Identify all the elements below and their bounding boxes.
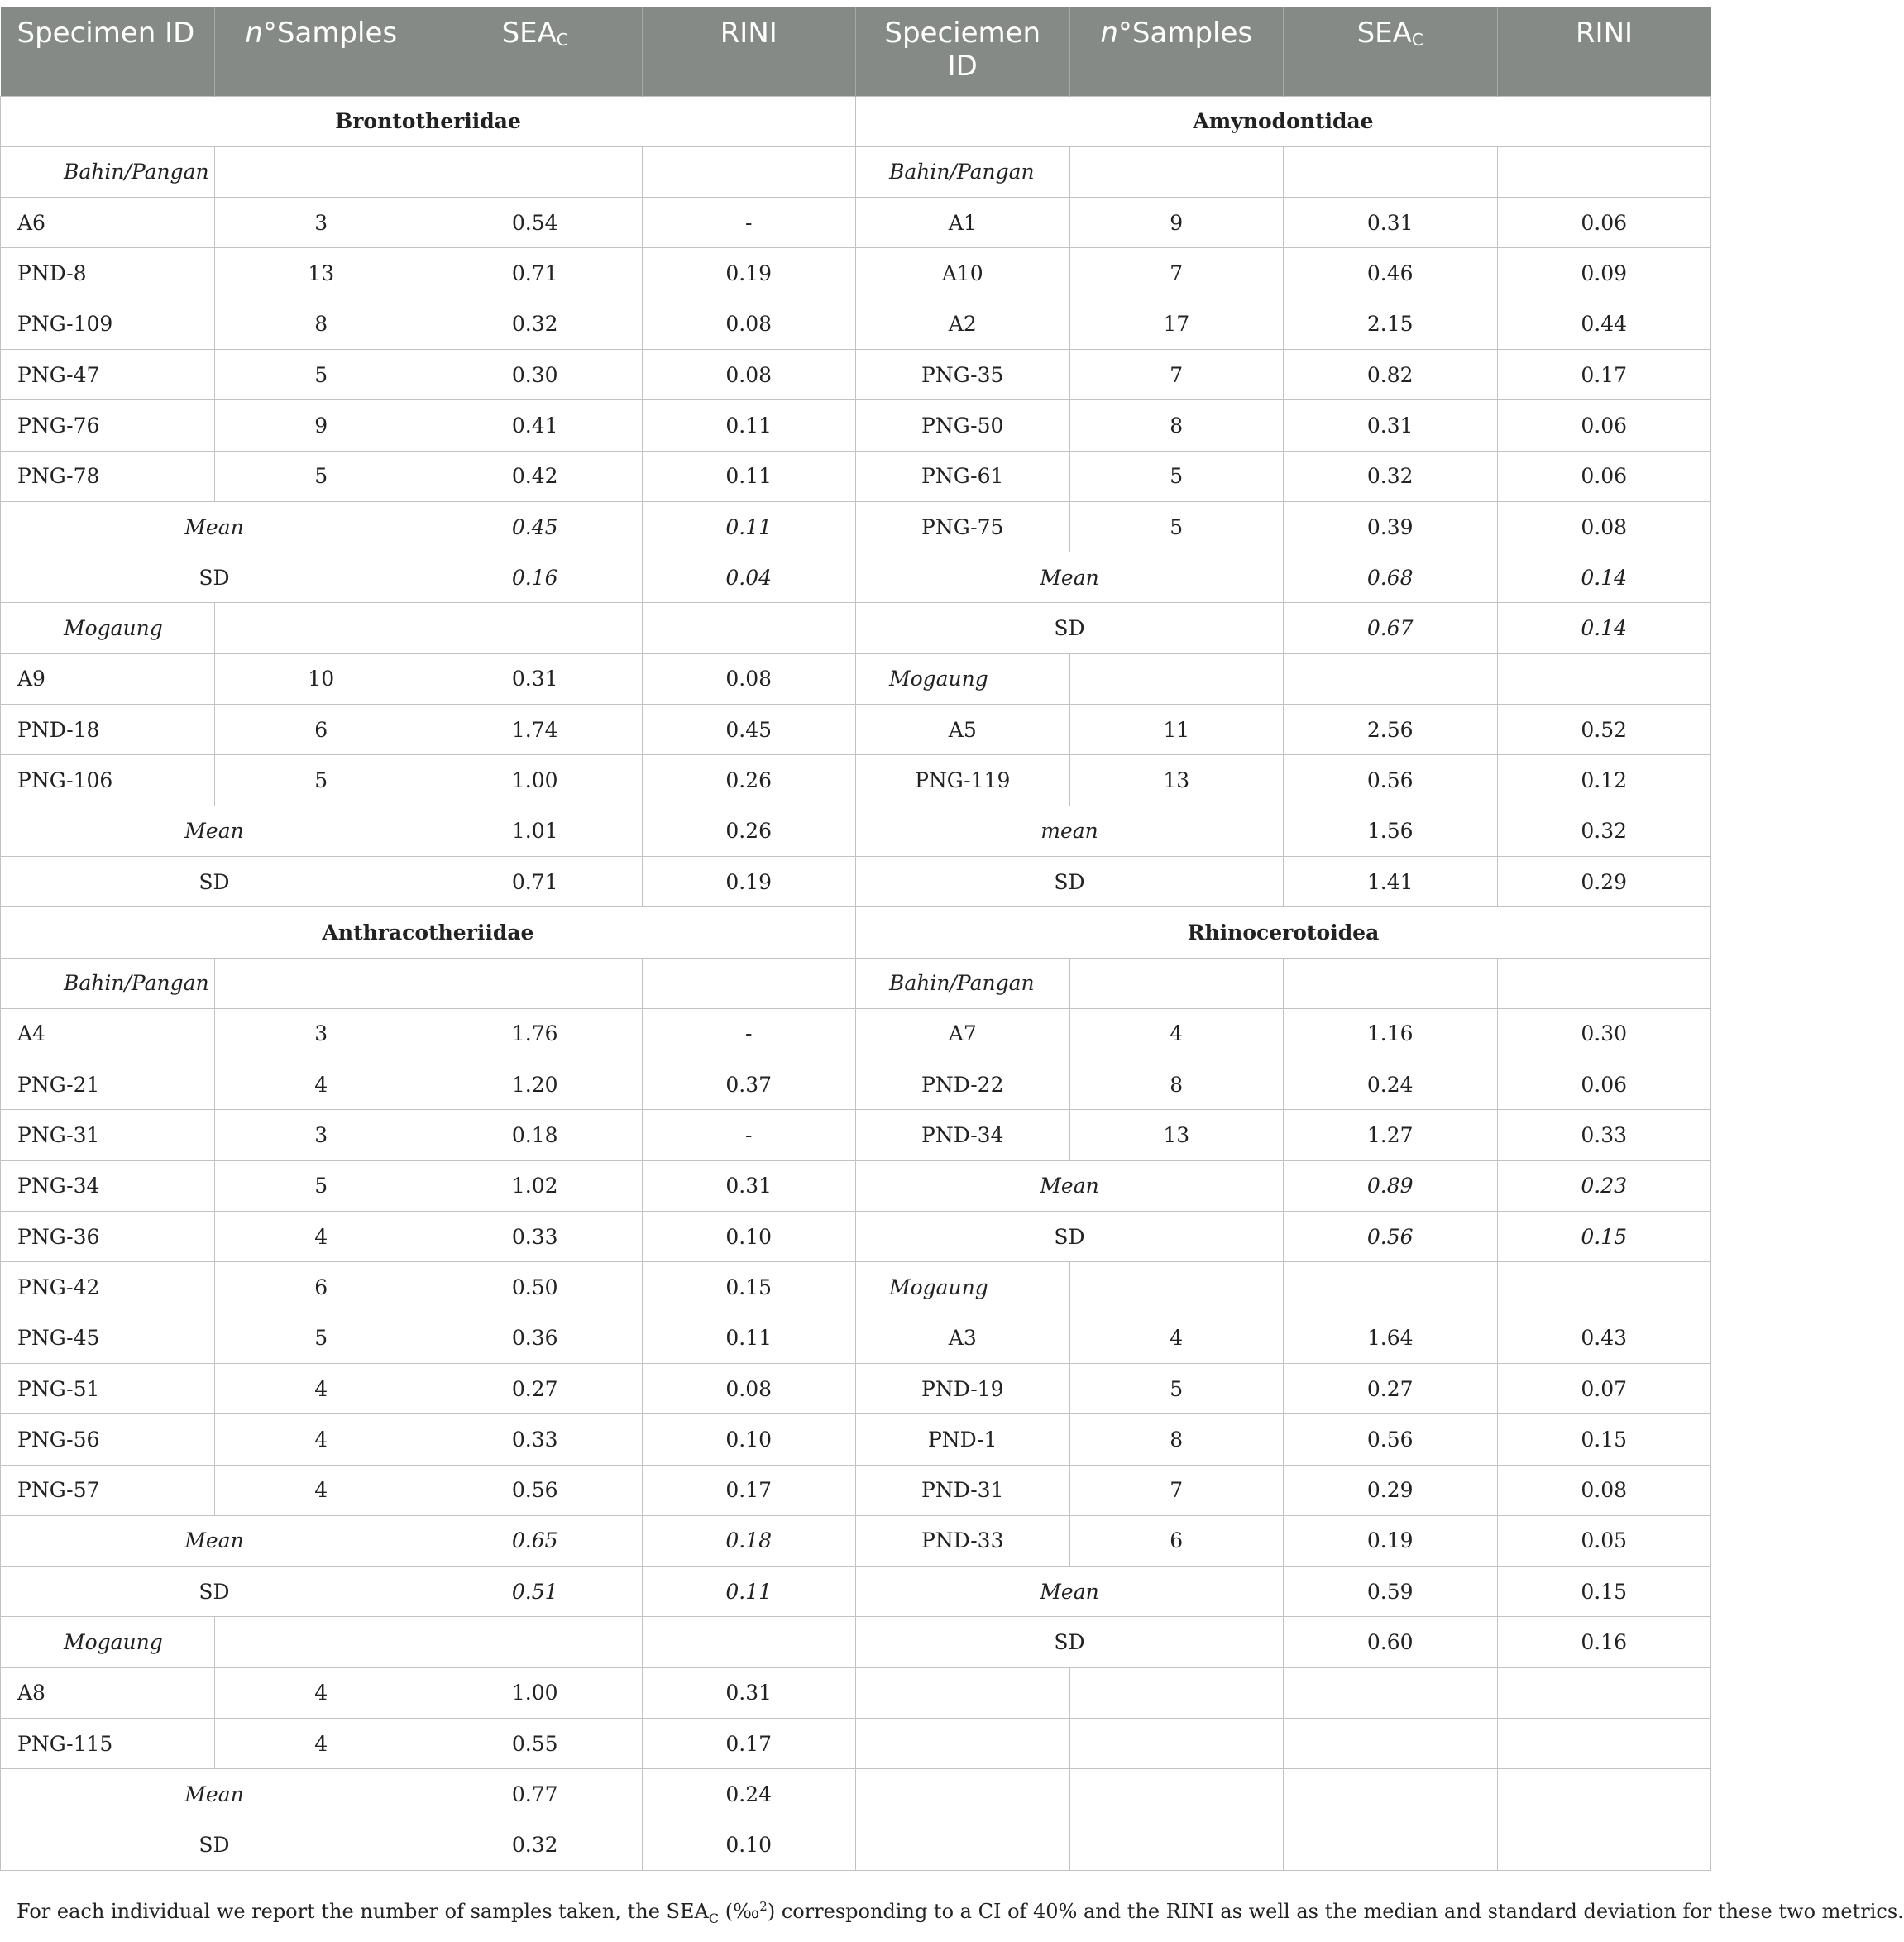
sea-c-cell: 1.16 [1284, 1008, 1498, 1059]
sea-c-cell: 0.33 [428, 1414, 643, 1465]
specimen-id-cell: PNG-50 [856, 400, 1070, 451]
sea-c-cell: 1.20 [428, 1059, 643, 1110]
header-rini-left: RINI [642, 7, 856, 96]
sea-c-cell: 0.50 [428, 1262, 643, 1313]
table-row [1, 603, 1711, 653]
specimen-id-cell: A1 [856, 198, 1070, 248]
table-row [1, 501, 1711, 552]
table-row [1, 1160, 1711, 1211]
sea-c-cell [1284, 1719, 1498, 1769]
specimen-id-cell: PND-33 [856, 1515, 1070, 1566]
sea-c-cell: 0.31 [1284, 198, 1498, 248]
sea-c-cell: 1.02 [428, 1160, 643, 1211]
n-samples-cell: 13 [1069, 1110, 1284, 1160]
n-samples-cell: 17 [1069, 299, 1284, 349]
specimen-id-cell [856, 1769, 1070, 1820]
header-sea-c-right: $SEA_C$ [1284, 7, 1498, 96]
header-rini-right: RINI [1497, 7, 1711, 96]
n-samples-cell: 7 [1069, 248, 1284, 299]
n-samples-cell: 4 [214, 1363, 428, 1413]
empty-cell [642, 146, 856, 197]
stat-label-cell: Mean [1, 806, 428, 856]
specimen-id-cell: PND-31 [856, 1465, 1070, 1515]
empty-cell [214, 958, 428, 1008]
table-row [1, 1110, 1711, 1160]
stat-label-cell: Mean [856, 1160, 1284, 1211]
rini-cell [1497, 1820, 1711, 1870]
rini-cell: 0.17 [642, 1465, 856, 1515]
table-row [1, 1212, 1711, 1262]
sea-c-cell [1284, 1820, 1498, 1870]
table-row [1, 1515, 1711, 1566]
stat-rini-cell: 0.11 [642, 1567, 856, 1617]
family-row [1, 96, 1711, 146]
n-samples-cell: 13 [1069, 755, 1284, 806]
rini-cell: 0.12 [1497, 755, 1711, 806]
rini-cell: 0.08 [1497, 501, 1711, 552]
stat-sea-c-cell: 0.51 [428, 1567, 643, 1617]
n-samples-cell: 6 [1069, 1515, 1284, 1566]
table-row [1, 552, 1711, 603]
n-samples-cell: 9 [214, 400, 428, 451]
table-row [1, 1059, 1711, 1110]
n-samples-cell [1069, 1667, 1284, 1718]
n-samples-cell: 3 [214, 198, 428, 248]
specimen-id-cell: PND-8 [1, 248, 215, 299]
specimen-id-cell: A6 [1, 198, 215, 248]
sea-c-cell: 0.55 [428, 1719, 643, 1769]
stat-rini-cell: 0.26 [642, 806, 856, 856]
stat-sea-c-cell: 0.77 [428, 1769, 643, 1820]
stat-rini-cell: 0.29 [1497, 856, 1711, 906]
stat-label-cell: Mean [856, 552, 1284, 603]
sea-c-cell [1284, 1667, 1498, 1718]
stat-sea-c-cell: 0.89 [1284, 1160, 1498, 1211]
n-samples-cell: 4 [1069, 1008, 1284, 1059]
table-row [1, 1667, 1711, 1718]
stat-sea-c-cell: 0.60 [1284, 1617, 1498, 1667]
location-label: Bahin/Pangan [856, 958, 1070, 1008]
specimen-id-cell: A7 [856, 1008, 1070, 1059]
table-row [1, 1465, 1711, 1515]
empty-cell [1069, 653, 1284, 704]
specimen-id-cell: PNG-75 [856, 501, 1070, 552]
stat-rini-cell: 0.15 [1497, 1567, 1711, 1617]
stat-label-cell: Mean [856, 1567, 1284, 1617]
n-samples-cell: 6 [214, 705, 428, 755]
sea-c-cell: 0.32 [428, 299, 643, 349]
rini-cell: 0.06 [1497, 198, 1711, 248]
family-heading-right: Rhinocerotoidea [856, 907, 1711, 958]
n-samples-cell: 5 [214, 451, 428, 501]
rini-cell: 0.11 [642, 400, 856, 451]
n-samples-cell: 4 [1069, 1313, 1284, 1363]
table-row [1, 349, 1711, 399]
n-samples-cell: 8 [1069, 400, 1284, 451]
stat-sea-c-cell: 0.65 [428, 1515, 643, 1566]
n-samples-cell: 4 [214, 1667, 428, 1718]
n-samples-cell: 4 [214, 1414, 428, 1465]
n-samples-cell: 5 [214, 1160, 428, 1211]
stat-label-cell: SD [1, 552, 428, 603]
specimen-id-cell [856, 1820, 1070, 1870]
rini-cell: 0.06 [1497, 400, 1711, 451]
sea-c-cell: 0.82 [1284, 349, 1498, 399]
n-samples-cell: 8 [214, 299, 428, 349]
rini-cell: - [642, 1008, 856, 1059]
table-row [1, 1363, 1711, 1413]
stat-rini-cell: 0.10 [642, 1820, 856, 1870]
stat-rini-cell: 0.23 [1497, 1160, 1711, 1211]
n-samples-cell: 8 [1069, 1059, 1284, 1110]
sea-c-cell: 0.56 [1284, 1414, 1498, 1465]
specimen-id-cell: A8 [1, 1667, 215, 1718]
specimen-id-cell: A4 [1, 1008, 215, 1059]
sea-c-cell: 0.41 [428, 400, 643, 451]
specimen-id-cell: PNG-106 [1, 755, 215, 806]
sea-c-cell: 0.24 [1284, 1059, 1498, 1110]
n-samples-cell: 11 [1069, 705, 1284, 755]
n-samples-cell: 8 [1069, 1414, 1284, 1465]
n-samples-cell: 3 [214, 1110, 428, 1160]
family-heading-right: Amynodontidae [856, 96, 1711, 146]
sea-c-cell: 0.19 [1284, 1515, 1498, 1566]
sea-c-cell [1284, 1769, 1498, 1820]
rini-cell: 0.08 [642, 653, 856, 704]
specimen-id-cell: PND-18 [1, 705, 215, 755]
specimen-id-cell: PNG-34 [1, 1160, 215, 1211]
specimen-id-cell: A3 [856, 1313, 1070, 1363]
specimen-id-cell: PNG-115 [1, 1719, 215, 1769]
rini-cell: 0.09 [1497, 248, 1711, 299]
rini-cell: 0.11 [642, 1313, 856, 1363]
header-sea-c-left: $SEA_C$ [428, 7, 643, 96]
empty-cell [428, 603, 643, 653]
table-body [1, 96, 1711, 1870]
stat-rini-cell: 0.14 [1497, 552, 1711, 603]
stat-rini-cell: 0.04 [642, 552, 856, 603]
rini-cell: 0.19 [642, 248, 856, 299]
sea-c-cell: 0.33 [428, 1212, 643, 1262]
empty-cell [1284, 1262, 1498, 1313]
empty-cell [428, 1617, 643, 1667]
specimen-id-cell [856, 1667, 1070, 1718]
n-samples-cell: 5 [214, 755, 428, 806]
specimen-id-cell: PNG-35 [856, 349, 1070, 399]
rini-cell: 0.33 [1497, 1110, 1711, 1160]
table-row [1, 806, 1711, 856]
n-samples-cell [1069, 1820, 1284, 1870]
n-samples-cell: 6 [214, 1262, 428, 1313]
sea-c-cell: 0.54 [428, 198, 643, 248]
n-samples-cell [1069, 1719, 1284, 1769]
sea-c-cell: 1.00 [428, 1667, 643, 1718]
specimen-id-cell [856, 1719, 1070, 1769]
empty-cell [642, 1617, 856, 1667]
sea-c-cell: 0.42 [428, 451, 643, 501]
empty-cell [1069, 958, 1284, 1008]
sea-c-cell: 0.31 [428, 653, 643, 704]
empty-cell [642, 603, 856, 653]
rini-cell: - [642, 198, 856, 248]
specimen-id-cell: PNG-78 [1, 451, 215, 501]
stat-rini-cell: 0.32 [1497, 806, 1711, 856]
rini-cell: 0.15 [642, 1262, 856, 1313]
rini-cell: 0.08 [642, 299, 856, 349]
rini-cell [1497, 1769, 1711, 1820]
table-row [1, 856, 1711, 906]
table-row [1, 1719, 1711, 1769]
specimen-id-cell: PNG-56 [1, 1414, 215, 1465]
rini-cell: 0.10 [642, 1212, 856, 1262]
n-samples-cell: 4 [214, 1465, 428, 1515]
n-samples-cell: 4 [214, 1212, 428, 1262]
rini-cell: 0.05 [1497, 1515, 1711, 1566]
sea-c-cell: 1.74 [428, 705, 643, 755]
location-label: Mogaung [856, 1262, 1070, 1313]
rini-cell [1497, 1719, 1711, 1769]
table-row [1, 653, 1711, 704]
stat-rini-cell: 0.15 [1497, 1212, 1711, 1262]
table-row [1, 1769, 1711, 1820]
rini-cell: 0.30 [1497, 1008, 1711, 1059]
location-label: Bahin/Pangan [1, 958, 215, 1008]
empty-cell [214, 146, 428, 197]
rini-cell: 0.17 [1497, 349, 1711, 399]
empty-cell [428, 958, 643, 1008]
n-samples-cell: 5 [1069, 501, 1284, 552]
empty-cell [428, 146, 643, 197]
specimen-id-cell: PNG-61 [856, 451, 1070, 501]
rini-cell: 0.26 [642, 755, 856, 806]
rini-cell: 0.31 [642, 1667, 856, 1718]
specimen-id-cell: PNG-36 [1, 1212, 215, 1262]
table-row [1, 299, 1711, 349]
n-samples-cell: 5 [214, 1313, 428, 1363]
empty-cell [214, 603, 428, 653]
location-label: Mogaung [1, 603, 215, 653]
stat-rini-cell: 0.16 [1497, 1617, 1711, 1667]
table-row [1, 248, 1711, 299]
sea-c-cell: 1.64 [1284, 1313, 1498, 1363]
table-row [1, 958, 1711, 1008]
header-specimen-id-left: Specimen ID [1, 7, 215, 96]
stat-label-cell: Mean [1, 1515, 428, 1566]
sea-c-cell: 0.27 [1284, 1363, 1498, 1413]
sea-c-cell: 1.27 [1284, 1110, 1498, 1160]
n-samples-cell: 5 [1069, 451, 1284, 501]
specimen-id-cell: PND-19 [856, 1363, 1070, 1413]
specimen-id-cell: PNG-42 [1, 1262, 215, 1313]
location-label: Bahin/Pangan [856, 146, 1070, 197]
empty-cell [642, 958, 856, 1008]
rini-cell: 0.08 [1497, 1465, 1711, 1515]
empty-cell [1497, 146, 1711, 197]
rini-cell: 0.44 [1497, 299, 1711, 349]
sea-c-cell: 0.46 [1284, 248, 1498, 299]
rini-cell: 0.11 [642, 451, 856, 501]
sea-c-cell: 0.27 [428, 1363, 643, 1413]
stat-sea-c-cell: 1.01 [428, 806, 643, 856]
specimen-id-cell: A5 [856, 705, 1070, 755]
header-n-samples-left: n°Samples [214, 7, 428, 96]
stat-sea-c-cell: 0.16 [428, 552, 643, 603]
table-row [1, 451, 1711, 501]
stat-sea-c-cell: 0.45 [428, 501, 643, 552]
stat-label-cell: SD [856, 856, 1284, 906]
stat-label-cell: mean [856, 806, 1284, 856]
stat-sea-c-cell: 0.71 [428, 856, 643, 906]
sea-c-cell: 2.15 [1284, 299, 1498, 349]
n-samples-cell: 7 [1069, 1465, 1284, 1515]
empty-cell [1497, 1262, 1711, 1313]
table-row [1, 1820, 1711, 1870]
rini-cell: - [642, 1110, 856, 1160]
sea-c-cell: 0.29 [1284, 1465, 1498, 1515]
sea-c-cell: 0.56 [428, 1465, 643, 1515]
n-samples-cell: 10 [214, 653, 428, 704]
stat-rini-cell: 0.18 [642, 1515, 856, 1566]
rini-cell: 0.15 [1497, 1414, 1711, 1465]
specimen-id-cell: PNG-51 [1, 1363, 215, 1413]
specimen-id-cell: A10 [856, 248, 1070, 299]
table-row [1, 705, 1711, 755]
empty-cell [1284, 146, 1498, 197]
table-row [1, 1262, 1711, 1313]
rini-cell: 0.06 [1497, 1059, 1711, 1110]
n-samples-cell: 5 [214, 349, 428, 399]
header-n-samples-right: n°Samples [1069, 7, 1284, 96]
sea-c-cell: 0.36 [428, 1313, 643, 1363]
stat-rini-cell: 0.19 [642, 856, 856, 906]
table-caption: For each individual we report the number of samples taken, the $SEA_C$ (‰$^2$) corresponding to a CI of 40% and the RINI as well as the median and standard deviation for these two metrics. [17, 1899, 1904, 1926]
n-samples-cell: 3 [214, 1008, 428, 1059]
family-row [1, 907, 1711, 958]
stat-sea-c-cell: 1.56 [1284, 806, 1498, 856]
stat-label-cell: SD [856, 603, 1284, 653]
table-row [1, 146, 1711, 197]
table-row [1, 198, 1711, 248]
table-row [1, 1617, 1711, 1667]
table-row [1, 755, 1711, 806]
rini-cell: 0.08 [642, 349, 856, 399]
specimen-id-cell: PND-1 [856, 1414, 1070, 1465]
table-row [1, 1567, 1711, 1617]
table-row [1, 1008, 1711, 1059]
specimen-id-cell: A2 [856, 299, 1070, 349]
rini-cell: 0.37 [642, 1059, 856, 1110]
rini-cell: 0.43 [1497, 1313, 1711, 1363]
specimen-id-cell: PNG-31 [1, 1110, 215, 1160]
rini-cell: 0.10 [642, 1414, 856, 1465]
n-samples-cell: 7 [1069, 349, 1284, 399]
specimen-id-cell: PNG-47 [1, 349, 215, 399]
rini-cell [1497, 1667, 1711, 1718]
sea-c-cell: 0.56 [1284, 755, 1498, 806]
table-row [1, 1313, 1711, 1363]
n-samples-cell: 4 [214, 1719, 428, 1769]
empty-cell [1497, 958, 1711, 1008]
table-row [1, 1414, 1711, 1465]
sea-c-cell: 2.56 [1284, 705, 1498, 755]
stat-rini-cell: 0.14 [1497, 603, 1711, 653]
stat-rini-cell: 0.11 [642, 501, 856, 552]
sea-c-cell: 0.39 [1284, 501, 1498, 552]
sea-c-cell: 0.30 [428, 349, 643, 399]
empty-cell [1284, 958, 1498, 1008]
empty-cell [1069, 1262, 1284, 1313]
specimen-id-cell: PNG-21 [1, 1059, 215, 1110]
sea-c-cell: 1.00 [428, 755, 643, 806]
stat-label-cell: Mean [1, 501, 428, 552]
location-label: Bahin/Pangan [1, 146, 215, 197]
rini-cell: 0.08 [642, 1363, 856, 1413]
sea-c-cell: 0.31 [1284, 400, 1498, 451]
stat-sea-c-cell: 0.59 [1284, 1567, 1498, 1617]
empty-cell [1497, 653, 1711, 704]
stat-label-cell: SD [1, 856, 428, 906]
empty-cell [1284, 653, 1498, 704]
empty-cell [1069, 146, 1284, 197]
stat-sea-c-cell: 1.41 [1284, 856, 1498, 906]
location-label: Mogaung [1, 1617, 215, 1667]
specimen-id-cell: PND-34 [856, 1110, 1070, 1160]
rini-cell: 0.52 [1497, 705, 1711, 755]
specimen-id-cell: PNG-109 [1, 299, 215, 349]
sea-c-cell: 0.18 [428, 1110, 643, 1160]
specimen-id-cell: A9 [1, 653, 215, 704]
header-specimen-id-right: Speciemen ID [856, 7, 1070, 96]
stat-sea-c-cell: 0.56 [1284, 1212, 1498, 1262]
n-samples-cell [1069, 1769, 1284, 1820]
rini-cell: 0.17 [642, 1719, 856, 1769]
table-header-row [1, 7, 1711, 96]
rini-cell: 0.07 [1497, 1363, 1711, 1413]
n-samples-cell: 9 [1069, 198, 1284, 248]
empty-cell [214, 1617, 428, 1667]
stat-sea-c-cell: 0.68 [1284, 552, 1498, 603]
stat-sea-c-cell: 0.67 [1284, 603, 1498, 653]
n-samples-cell: 13 [214, 248, 428, 299]
rini-cell: 0.06 [1497, 451, 1711, 501]
stat-label-cell: SD [1, 1567, 428, 1617]
rini-cell: 0.31 [642, 1160, 856, 1211]
specimen-id-cell: PNG-119 [856, 755, 1070, 806]
results-table [0, 7, 1711, 1871]
stat-rini-cell: 0.24 [642, 1769, 856, 1820]
family-heading-left: Anthracotheriidae [1, 907, 856, 958]
specimen-id-cell: PNG-76 [1, 400, 215, 451]
specimen-id-cell: PNG-45 [1, 1313, 215, 1363]
specimen-id-cell: PNG-57 [1, 1465, 215, 1515]
sea-c-cell: 1.76 [428, 1008, 643, 1059]
n-samples-cell: 5 [1069, 1363, 1284, 1413]
table-row [1, 400, 1711, 451]
stat-label-cell: Mean [1, 1769, 428, 1820]
specimen-id-cell: PND-22 [856, 1059, 1070, 1110]
stat-label-cell: SD [856, 1617, 1284, 1667]
sea-c-cell: 0.71 [428, 248, 643, 299]
family-heading-left: Brontotheriidae [1, 96, 856, 146]
stat-label-cell: SD [1, 1820, 428, 1870]
stat-sea-c-cell: 0.32 [428, 1820, 643, 1870]
n-samples-cell: 4 [214, 1059, 428, 1110]
rini-cell: 0.45 [642, 705, 856, 755]
stat-label-cell: SD [856, 1212, 1284, 1262]
sea-c-cell: 0.32 [1284, 451, 1498, 501]
location-label: Mogaung [856, 653, 1070, 704]
